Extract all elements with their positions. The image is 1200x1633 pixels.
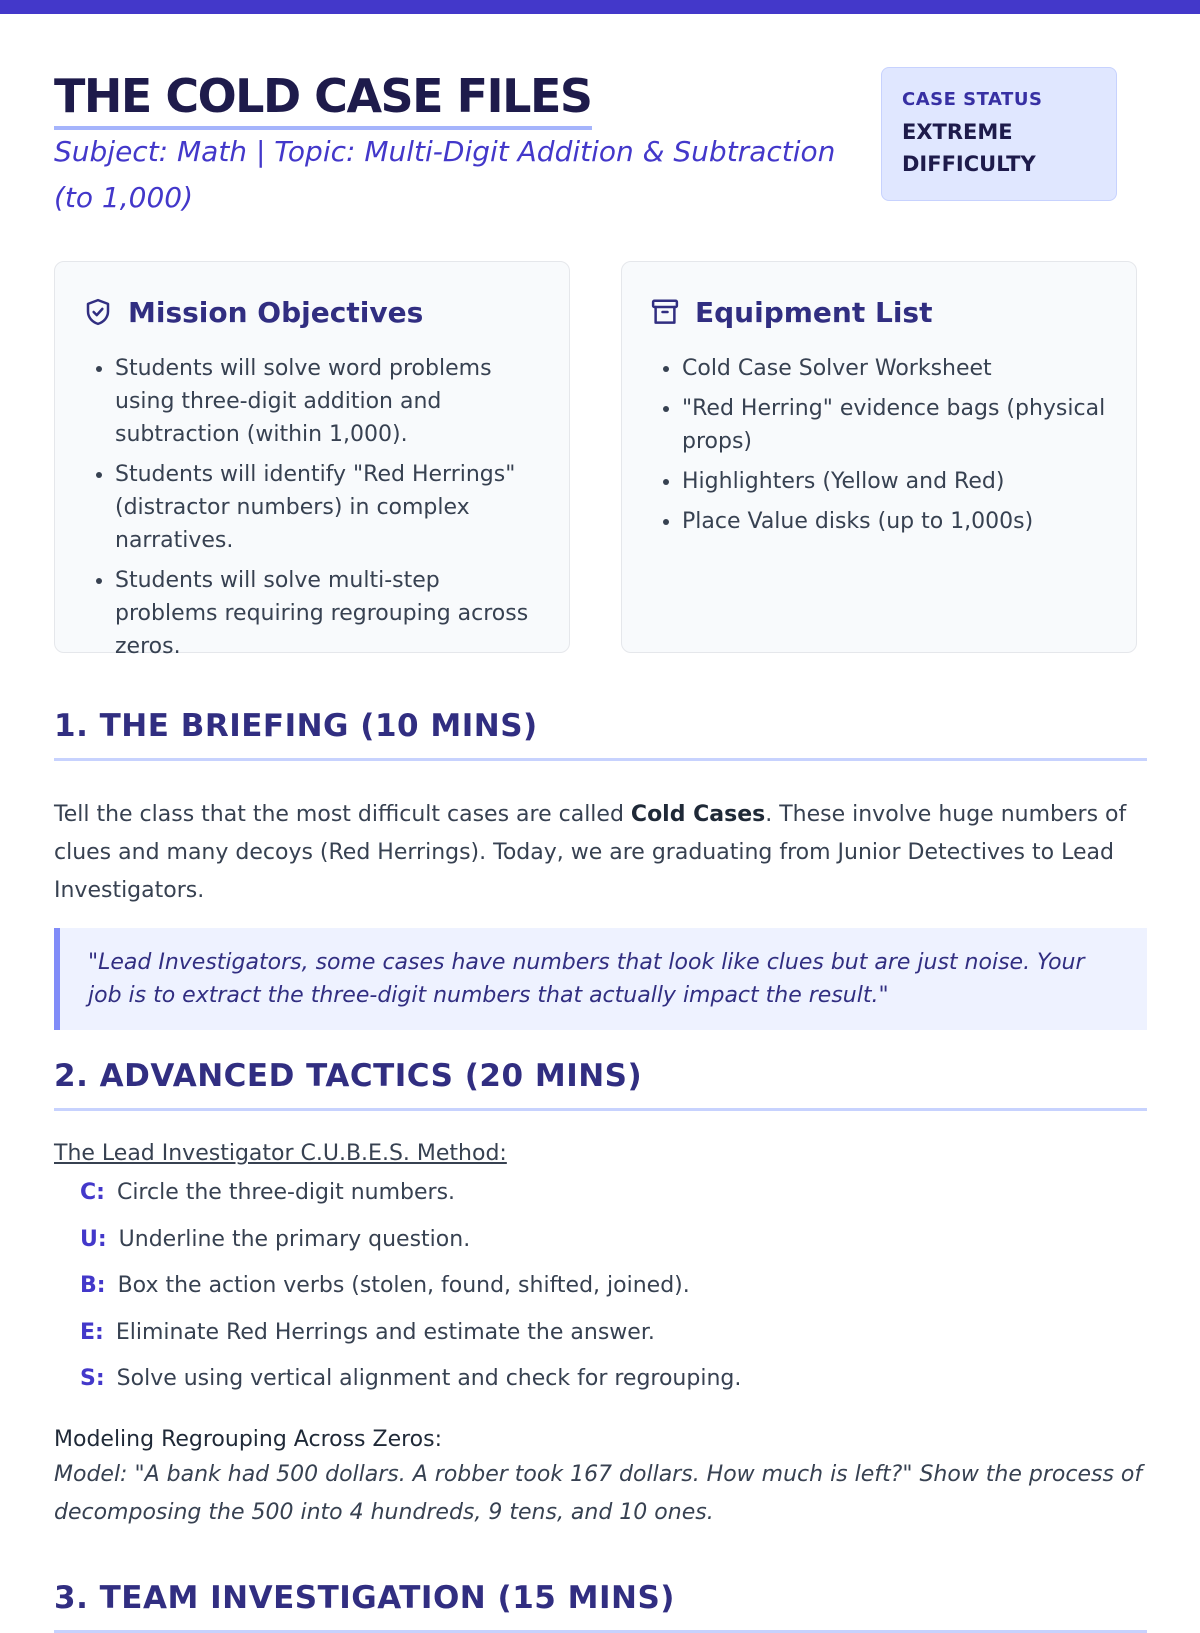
- investigation-heading: 3. TEAM INVESTIGATION (15 MINS): [54, 1576, 1147, 1633]
- tactics-heading: 2. ADVANCED TACTICS (20 MINS): [54, 1054, 1147, 1111]
- list-item: • "Red Herring" evidence bags (physical props): [682, 392, 1108, 458]
- case-status-value-line1: EXTREME: [902, 120, 1013, 144]
- cubes-step-letter: B:: [80, 1273, 106, 1298]
- cubes-step: [80, 1263, 1140, 1310]
- mission-objectives-header: [83, 290, 541, 334]
- cubes-step-letter: S:: [80, 1366, 105, 1391]
- case-status-value-line2: DIFFICULTY: [902, 152, 1036, 176]
- briefing-text-after: . These involve huge numbers of clues and many decoys (Red Herrings). Today, we are graduating from Junior Detectives to Lead Investigators.: [54, 802, 1127, 903]
- page-title: THE COLD CASE FILES: [54, 66, 592, 130]
- cubes-step-text: Underline the primary question.: [118, 1226, 471, 1252]
- cubes-step: [80, 1356, 1140, 1403]
- cubes-step-letter: U:: [80, 1226, 107, 1252]
- cubes-step: [80, 1170, 1140, 1217]
- page-header: [54, 14, 1147, 246]
- lesson-page: [54, 14, 1147, 1616]
- equipment-list-header: [650, 290, 1108, 334]
- cubes-step-letter: E:: [80, 1319, 104, 1345]
- equipment-list-card: [621, 261, 1137, 653]
- list-item: • Students will identify "Red Herrings" (distractor numbers) in complex narratives.: [115, 458, 541, 557]
- info-cards: [54, 261, 1147, 659]
- briefing-paragraph: [54, 796, 1147, 910]
- briefing-quote: "Lead Investigators, some cases have numbers that look like clues but are just noise. Your job is to extract the three-digit numbers that actually impact the result.": [54, 928, 1147, 1030]
- cubes-step-letter: C:: [80, 1180, 105, 1205]
- briefing-text-before: Tell the class that the most difficult cases are called: [54, 802, 631, 827]
- top-accent-bar: [0, 0, 1200, 14]
- mission-objectives-card: [54, 261, 570, 659]
- equipment-list-title: Equipment List: [695, 295, 933, 329]
- mission-objectives-list: [83, 352, 541, 663]
- cubes-step-text: Eliminate Red Herrings and estimate the answer.: [115, 1319, 655, 1345]
- mission-objectives-title: Mission Objectives: [128, 295, 424, 329]
- archive-box-icon: [650, 297, 680, 327]
- cubes-step: [80, 1217, 1140, 1264]
- shield-check-icon: [83, 297, 113, 327]
- cubes-steps: [80, 1170, 1140, 1403]
- list-item: • Highlighters (Yellow and Red): [682, 465, 1108, 498]
- briefing-heading: 1. THE BRIEFING (10 MINS): [54, 704, 1147, 761]
- cubes-method-title: The Lead Investigator C.U.B.E.S. Method:: [54, 1141, 507, 1166]
- case-status-badge: [881, 67, 1117, 201]
- list-item: • Place Value disks (up to 1,000s): [682, 505, 1108, 538]
- list-item: • Cold Case Solver Worksheet: [682, 352, 1108, 385]
- model-title: Modeling Regrouping Across Zeros:: [54, 1427, 443, 1452]
- equipment-list: [650, 352, 1108, 538]
- cubes-step: [80, 1310, 1140, 1357]
- cubes-step-text: Solve using vertical alignment and check for regrouping.: [116, 1366, 742, 1391]
- case-status-value: [902, 116, 1116, 180]
- list-item: • Students will solve multi-step problems requiring regrouping across zeros.: [115, 564, 541, 663]
- page-subtitle: Subject: Math | Topic: Multi-Digit Addition & Subtraction (to 1,000): [54, 135, 836, 214]
- list-item: • Students will solve word problems using three-digit addition and subtraction (within 1,000).: [115, 352, 541, 451]
- cubes-step-text: Box the action verbs (stolen, found, shifted, joined).: [117, 1273, 690, 1298]
- briefing-text-bold: Cold Cases: [630, 802, 766, 827]
- cubes-step-text: Circle the three-digit numbers.: [116, 1180, 456, 1205]
- case-status-label: CASE STATUS: [902, 89, 1043, 110]
- model-text: Model: "A bank had 500 dollars. A robber took 167 dollars. How much is left?" Show the process of decomposing the 500 into 4 hundreds, 9 tens, and 10 ones.: [54, 1462, 1143, 1525]
